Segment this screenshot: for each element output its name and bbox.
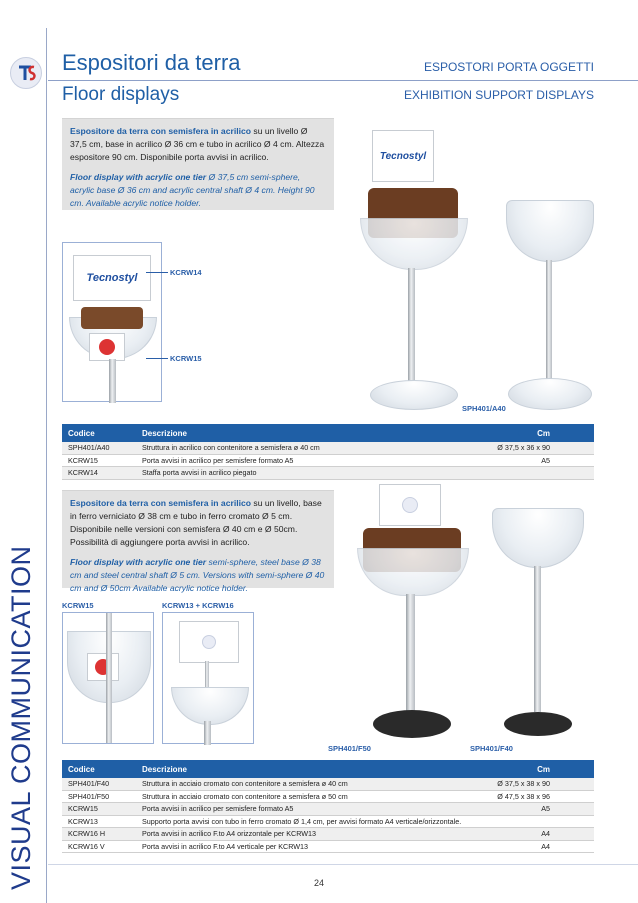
thumb-kcrw13-kcrw16-image — [162, 612, 254, 744]
callout-kcrw15: KCRW15 — [170, 354, 202, 363]
thumb-label-kcrw13-kcrw16: KCRW13 + KCRW16 — [162, 601, 234, 610]
bowl-sign — [87, 653, 119, 681]
table-row — [62, 442, 594, 454]
product-image-f40 — [482, 502, 594, 744]
cell-code: KCRW15 — [62, 454, 136, 467]
notice-holder-sign: Tecnostyl — [73, 255, 151, 301]
product-image-with-sign — [360, 118, 480, 414]
cell-code: SPH401/A40 — [62, 442, 136, 454]
cell-size: Ø 37,5 x 38 x 90 — [486, 778, 594, 790]
cell-size: A4 — [486, 828, 594, 841]
product-sign: Tecnostyl — [372, 130, 434, 182]
callout-kcrw14: KCRW14 — [170, 268, 202, 277]
table-header-row — [62, 760, 594, 778]
section2-description — [62, 490, 334, 593]
cell-description: Struttura in acrilico con contenitore a semisfera ø 40 cm — [136, 442, 433, 454]
cell-description: Porta avvisi in acrilico F.to A4 orizzontale per KCRW13 — [136, 828, 486, 841]
pole-image — [408, 268, 415, 388]
footer-rule — [48, 864, 638, 865]
section1-desc-it-bold: Espositore da terra con semisfera in acrilico — [70, 126, 252, 136]
col-description: Descrizione — [136, 760, 486, 778]
cell-description: Supporto porta avvisi con tubo in ferro cromato Ø 1,4 cm, per avvisi formato A4 verticale/orizzontale. — [136, 815, 486, 828]
table-row — [62, 828, 594, 841]
cell-code: KCRW16 H — [62, 828, 136, 841]
col-code: Codice — [62, 424, 136, 442]
cell-size: A5 — [486, 803, 594, 816]
bowl-image — [357, 548, 469, 596]
cell-size: Ø 47,5 x 38 x 96 — [486, 790, 594, 803]
callout-line — [146, 358, 168, 359]
section2-spec-table — [62, 760, 594, 853]
cell-code: KCRW16 V — [62, 840, 136, 853]
sidebar-divider — [46, 28, 47, 903]
table-row — [62, 790, 594, 803]
pole-image — [546, 260, 552, 386]
pole-image — [534, 566, 541, 712]
notice-holder-sign — [179, 621, 239, 663]
base-image — [504, 712, 572, 736]
product-label-sph401-f40: SPH401/F40 — [470, 744, 513, 753]
col-code: Codice — [62, 760, 136, 778]
header-rule — [48, 80, 638, 81]
section1-description — [62, 118, 334, 210]
col-size: Cm — [486, 760, 594, 778]
table-row — [62, 815, 594, 828]
products-image — [81, 307, 143, 329]
section2-desc-en-bold: Floor display with acrylic one tier — [70, 557, 207, 567]
table-row — [62, 454, 594, 467]
bowl-sign — [89, 333, 125, 361]
product-label-sph401-f50: SPH401/F50 — [328, 744, 371, 753]
section2-desc-it-bold: Espositore da terra con semisfera in acrilico — [70, 498, 252, 508]
cell-code: SPH401/F50 — [62, 790, 136, 803]
product-image-f50 — [355, 482, 473, 744]
table-row — [62, 778, 594, 790]
section1-desc-en: Ø 37,5 cm semi-sphere, acrylic base Ø 36 cm and acrylic central shaft Ø 4 cm. Height 90 cm. Available acrylic notice holder. — [70, 172, 315, 208]
section1-desc-it: su un livello Ø 37,5 cm, base in acrilico Ø 36 cm e tubo in acrilico Ø 4 cm. Altezza espositore 90 cm. Disponibile porta avvisi in acrilico. — [70, 126, 325, 162]
table-header-row — [62, 424, 594, 442]
section2-desc-it: su un livello, base in ferro verniciato Ø 38 cm e tubo in ferro cromato Ø 5 cm. Disponibile nelle versioni con semisfera Ø 40 cm e Ø 50cm. Possibilità di aggiungere porta avvisi in acrilico. — [70, 498, 322, 547]
section1-accessory-image — [62, 242, 162, 402]
cell-code: KCRW15 — [62, 803, 136, 816]
section1-desc-en-bold: Floor display with acrylic one tier — [70, 172, 207, 182]
product-sign — [379, 484, 441, 526]
table-row — [62, 840, 594, 853]
thumb-label-kcrw15: KCRW15 — [62, 601, 94, 610]
product-label-sph401-a40: SPH401/A40 — [462, 404, 506, 413]
bowl-image — [360, 218, 468, 270]
callout-line — [146, 272, 168, 273]
cell-code: KCRW14 — [62, 467, 136, 480]
brand-logo — [10, 57, 42, 89]
section1-spec-table — [62, 424, 594, 480]
thumb-kcrw15-image — [62, 612, 154, 744]
table-row — [62, 467, 594, 480]
product-image-empty — [494, 200, 604, 414]
pole-image — [406, 594, 415, 714]
section2-desc-en: semi-sphere, steel base Ø 38 cm and steel central shaft Ø 5 cm. Versions with semi-sphere Ø 40 cm and Ø 50cm Available acrylic notice holder. — [70, 557, 325, 593]
pole-image — [204, 721, 211, 745]
col-size: Cm — [433, 424, 594, 442]
page-title: Espositori da terra — [62, 50, 241, 75]
cell-description: Porta avvisi in acrilico F.to A4 verticale per KCRW13 — [136, 840, 486, 853]
cell-size: A4 — [486, 840, 594, 853]
base-image — [370, 380, 458, 410]
cell-description: Struttura in acciaio cromato con contenitore a semisfera ø 50 cm — [136, 790, 486, 803]
pole-image — [109, 359, 116, 403]
category-label-en: EXHIBITION SUPPORT DISPLAYS — [403, 88, 594, 102]
cell-size — [433, 467, 594, 480]
base-image — [373, 710, 451, 738]
cell-size — [486, 815, 594, 828]
category-label-it: ESPOSTORI PORTA OGGETTI — [423, 60, 594, 74]
cell-description: Staffa porta avvisi in acrilico piegato — [136, 467, 433, 480]
base-image — [508, 378, 592, 410]
cell-description: Struttura in acciaio cromato con contenitore a semisfera ø 40 cm — [136, 778, 486, 790]
cell-code: KCRW13 — [62, 815, 136, 828]
bowl-image — [506, 200, 594, 262]
page-number: 24 — [313, 878, 324, 888]
bowl-image — [492, 508, 584, 568]
cell-code: SPH401/F40 — [62, 778, 136, 790]
bowl-image — [171, 687, 249, 725]
cell-size: A5 — [433, 454, 594, 467]
cell-size: Ø 37,5 x 36 x 90 — [433, 442, 594, 454]
cell-description: Porta avvisi in acrilico per semisfere formato A5 — [136, 803, 486, 816]
page-subtitle: Floor displays — [62, 84, 180, 105]
vertical-section-label: VISUAL COMMUNICATION — [6, 545, 36, 890]
pole-image — [106, 613, 112, 743]
col-description: Descrizione — [136, 424, 433, 442]
cell-description: Porta avvisi in acrilico per semisfere formato A5 — [136, 454, 433, 467]
table-row — [62, 803, 594, 816]
